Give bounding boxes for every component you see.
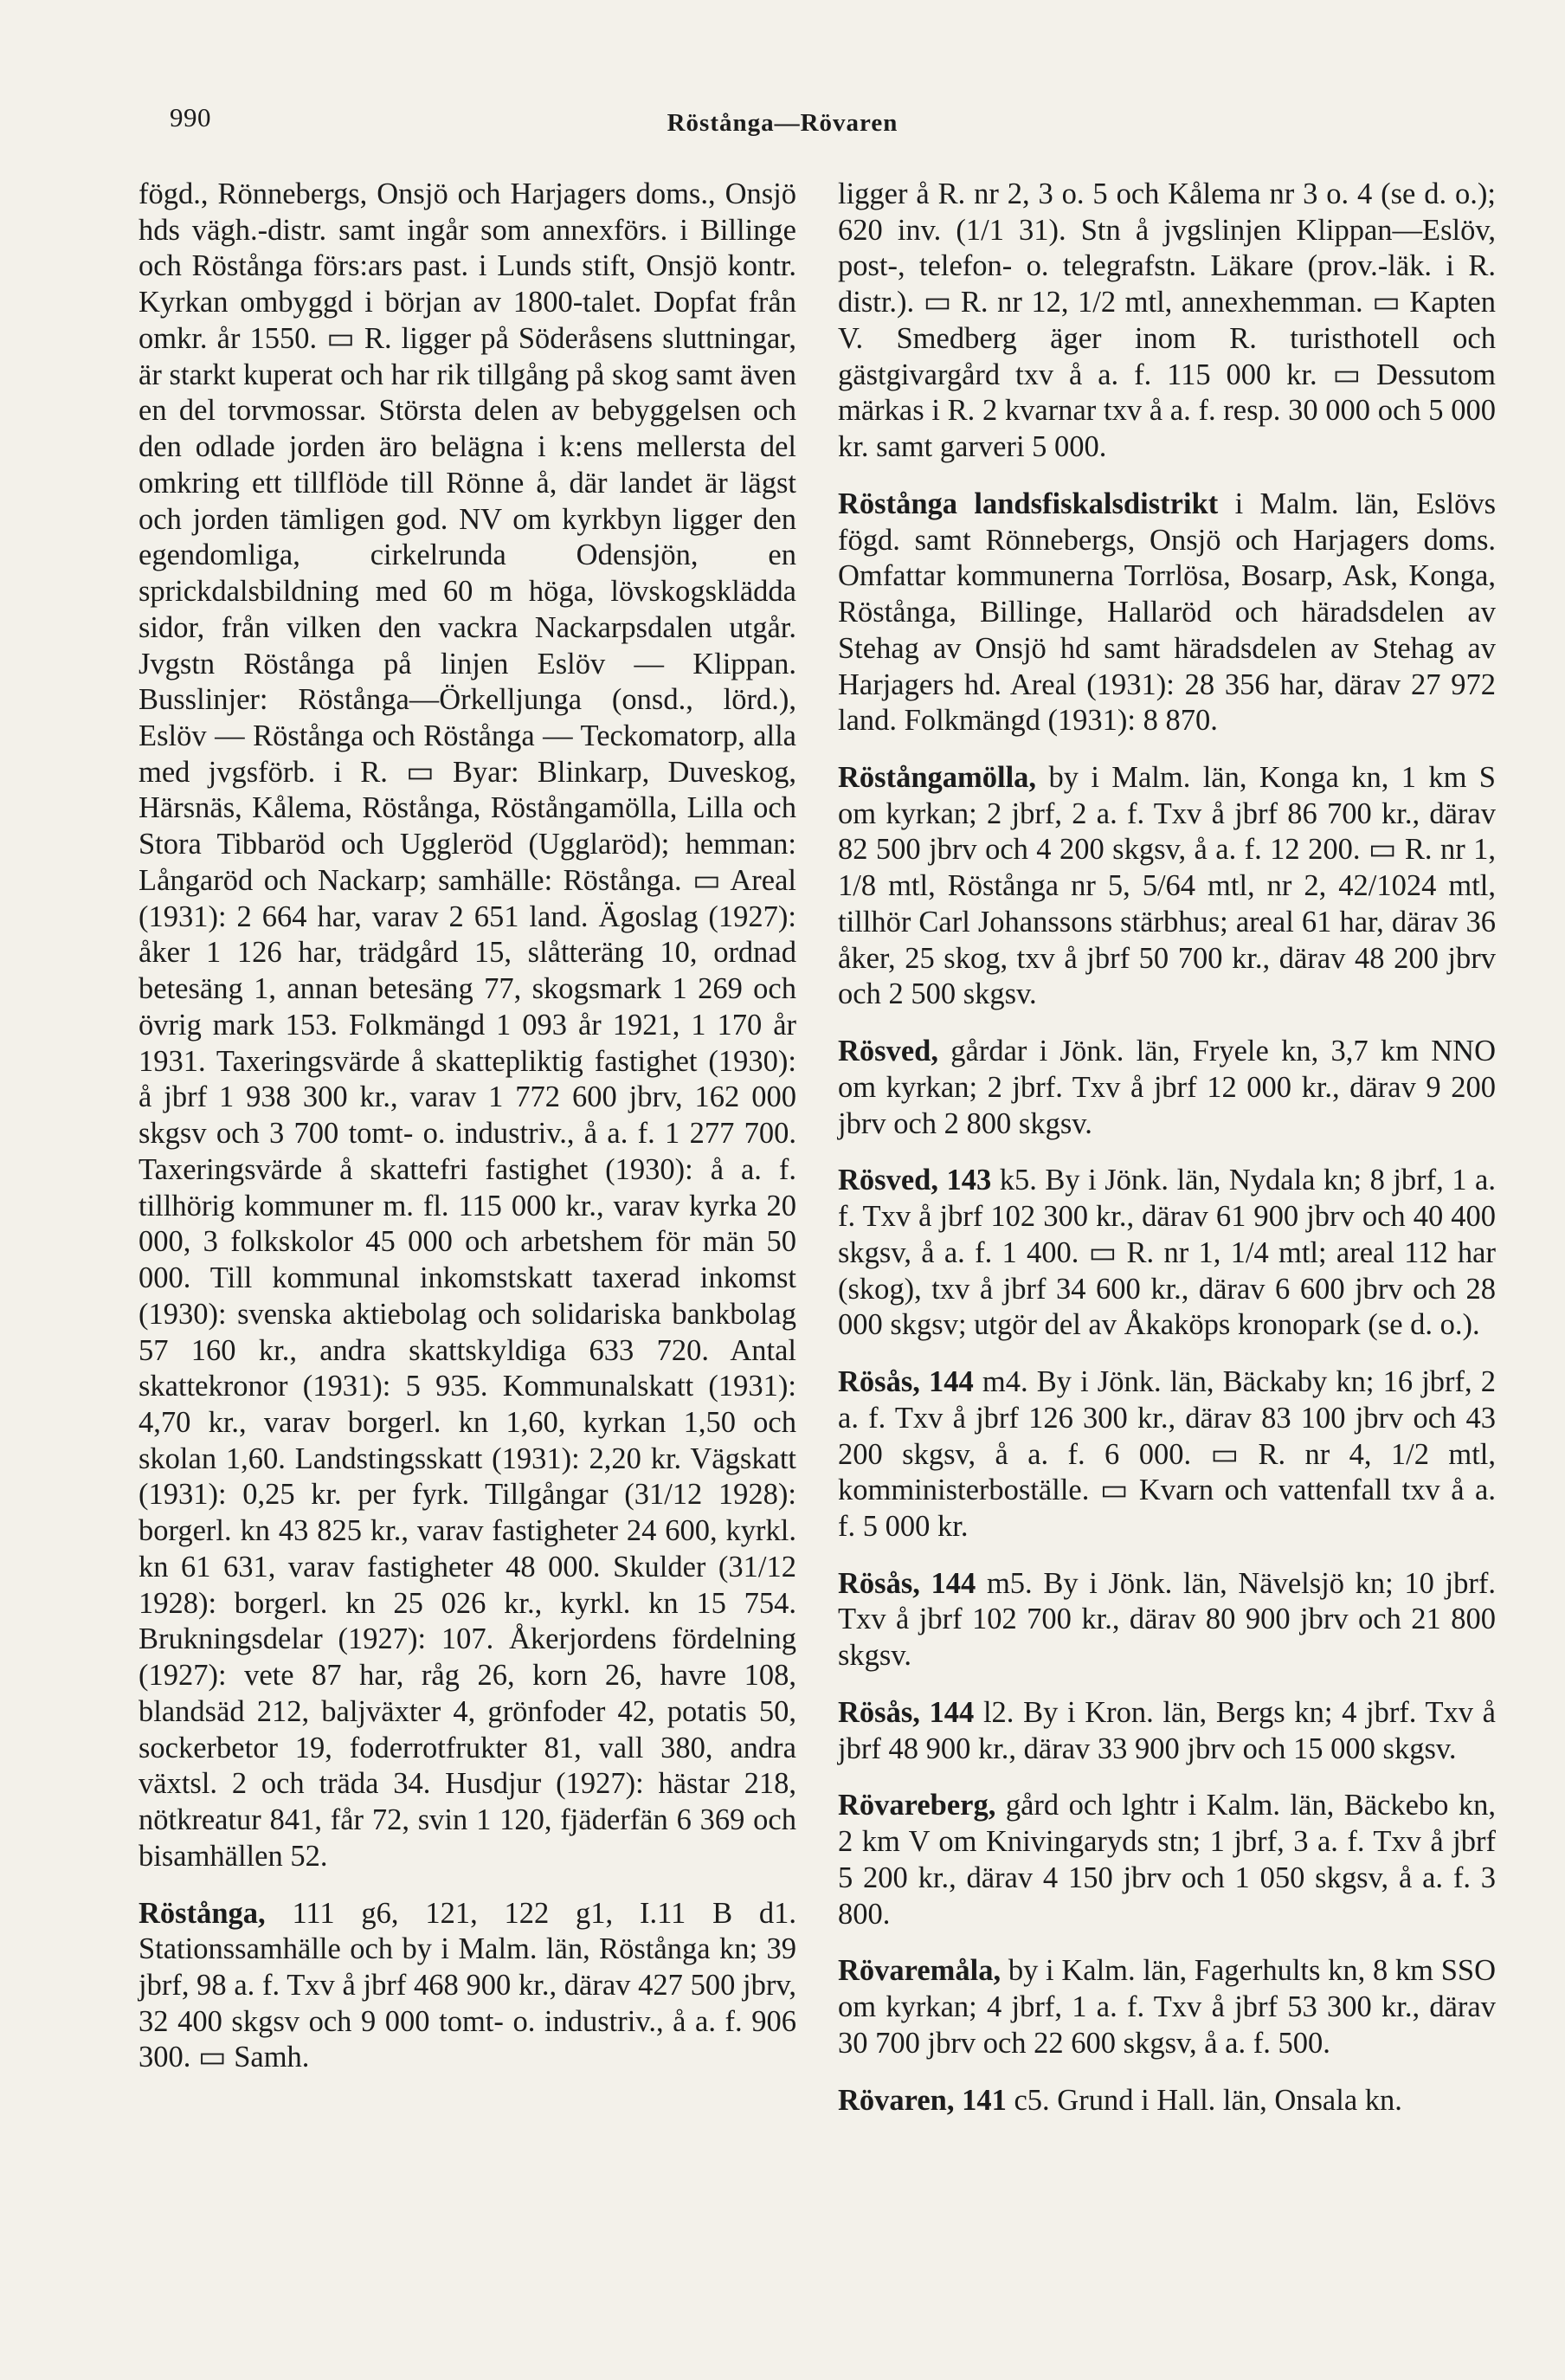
entry-title: Röstånga landsfiskalsdistrikt [838, 487, 1219, 520]
entry-text: m4. By i Jönk. län, Bäckaby kn; 16 jbrf, 2 a. f. Txv å jbrf 126 300 kr., därav 83 100 jbrv och 43 200 skgsv, å a. f. 6 000. ▭ R. nr 4, 1/2 mtl, komministerboställe. ▭ Kvarn och vattenfall txv å a. f. 5 000 kr. [838, 1365, 1497, 1543]
entry [838, 1163, 1496, 1344]
entry-title: Röstångamölla, [838, 761, 1037, 795]
entry-title: Rövareberg, [838, 1789, 996, 1822]
continuation-paragraph: fögd., Rönnebergs, Onsjö och Harjagers doms., Onsjö hds vägh.-distr. samt ingår som annexförs. i Billinge och Röstånga förs:ars past. i Lunds stift, Onsjö kontr. Kyrkan ombyggd i början av 1800-talet. Dopfat från omkr. år 1550. ▭ R. ligger på Söderåsens sluttningar, är starkt kuperat och har rik tillgång på skog samt även en del torvmossar. Största delen av bebyggelsen och den odlade jorden äro belägna i k:ens mellersta del omkring ett tillflöde till Rönne å, där landet är lägst och jorden tämligen god. NV om kyrkbyn ligger den egendomliga, cirkelrunda Odensjön, en sprickdalsbildning med 60 m höga, lövskogsklädda sidor, från vilken den vackra Nackarpsdalen utgår. Jvgstn Röstånga på linjen Eslöv — Klippan. Busslinjer: Röstånga—Örkelljunga (onsd., lörd.), Eslöv — Röstånga och Röstånga — Teckomatorp, alla med jvgsförb. i R. ▭ Byar: Blinkarp, Duveskog, Härsnäs, Kålema, Röstånga, Röstångamölla, Lilla och Stora Tibbaröd och Uggleröd (Ugglaröd); hemman: Långaröd och Nackarp; samhälle: Röstånga. ▭ Areal (1931): 2 664 har, varav 2 651 land. Ägoslag (1927): åker 1 126 har, trädgård 15, slåtteräng 10, ordnad betesäng 1, annan betesäng 77, skogsmark 1 269 och övrig mark 153. Folkmängd 1 093 år 1921, 1 170 år 1931. Taxeringsvärde å skattepliktig fastighet (1930): å jbrf 1 938 300 kr., varav 1 772 600 jbrv, 162 000 skgsv och 3 700 tomt- o. industriv., å a. f. 1 277 700. Taxeringsvärde å skattefri fastighet (1930): å a. f. tillhörig kommuner m. fl. 115 000 kr., varav kyrka 20 000, 3 folkskolor 45 000 och arbetshem för män 50 000. Till kommunal inkomstskatt taxerad inkomst (1930): svenska aktiebolag och solidariska bankbolag 57 160 kr., andra skattskyldiga 633 720. Antal skattekronor (1931): 5 935. Kommunalskatt (1931): 4,70 kr., varav borgerl. kn 1,60, kyrkan 1,50 och skolan 1,60. Landstingsskatt (1931): 2,20 kr. Vägskatt (1931): 0,25 kr. per fyrk. Tillgångar (31/12 1928): borgerl. kn 43 825 kr., varav fastigheter 24 600, kyrkl. kn 61 631, varav fastigheter 48 000. Skulder (31/12 1928): borgerl. kn 25 026 kr., kyrkl. kn 15 754. Brukningsdelar (1927): 107. Åkerjordens fördelning (1927): vete 87 har, råg 26, korn 26, havre 108, blandsäd 212, baljväxter 4, grönfoder 42, potatis 50, sockerbetor 19, foderrotfrukter 81, vall 380, andra växtsl. 2 och träda 34. Husdjur (1927): hästar 218, nötkreatur 841, får 72, svin 1 120, fjäderfän 6 369 och bisamhällen 52. [138, 177, 796, 1873]
entry-title: Rösved, 143 [838, 1164, 992, 1197]
entry-text: i Malm. län, Eslövs fögd. samt Rönnebergs, Onsjö och Harjagers doms. Omfattar kommunerna Torrlösa, Bosarp, Ask, Konga, Röstånga, Billinge, Hallaröd och häradsdelen av Stehag av Onsjö hd samt häradsdelen av Stehag av Harjagers hd. Areal (1931): 28 356 har, därav 27 972 land. Folkmängd (1931): 8 870. [838, 487, 1496, 738]
entry-text: k5. By i Jönk. län, Nydala kn; 8 jbrf, 1 a. f. Txv å jbrf 102 300 kr., därav 61 900 jbrv och 40 400 skgsv, å a. f. 1 400. ▭ R. nr 1, 1/4 mtl; areal 112 har (skog), txv å jbrf 34 600 kr., därav 6 600 jbrv och 28 000 skgsv; utgör del av Åkaköps kronopark (se d. o.). [838, 1164, 1496, 1342]
entry [838, 2083, 1496, 2119]
entry-text: m5. By i Jönk. län, Nävelsjö kn; 10 jbrf. Txv å jbrf 102 700 kr., därav 80 900 jbrv och 21 800 skgsv. [838, 1566, 1496, 1673]
entry [838, 760, 1496, 1013]
page-number: 990 [170, 102, 211, 132]
entry-title: Rösås, 144 [838, 1566, 976, 1600]
entry-title: Rövaremåla, [838, 1954, 1001, 1988]
entry [838, 487, 1496, 739]
left-column [138, 177, 796, 2076]
entry-title: Rösås, 144 [838, 1365, 974, 1399]
entry-title: Rövaren, 141 [838, 2083, 1007, 2117]
entry-title: Rösved, [838, 1035, 938, 1068]
entry-text: gårdar i Jönk. län, Fryele kn, 3,7 km NNO om kyrkan; 2 jbrf. Txv å jbrf 12 000 kr., därav 9 200 jbrv och 2 800 skgsv. [838, 1035, 1497, 1140]
entry [838, 1566, 1496, 1674]
entry-text: 111 g6, 121, 122 g1, I.11 B d1. Stationssamhälle och by i Malm. län, Röstånga kn; 39 jbrf, 98 a. f. Txv å jbrf 468 900 kr., därav 427 500 jbrv, 32 400 skgsv och 9 000 tomt- o. industriv., å a. f. 906 300. ▭ Samh. [138, 1896, 796, 2074]
entry [838, 1364, 1496, 1545]
entry [838, 1695, 1496, 1767]
entry-rostanga [138, 1896, 796, 2077]
entry-text: gård och lghtr i Kalm. län, Bäckebo kn, 2 km V om Knivingaryds stn; 1 jbrf, 3 a. f. Txv å jbrf 5 200 kr., därav 4 150 jbrv och 1 050 skgsv, å a. f. 3 800. [838, 1789, 1497, 1931]
entry-text: by i Kalm. län, Fagerhults kn, 8 km SSO om kyrkan; 4 jbrf, 1 a. f. Txv å jbrf 53 300 kr., därav 30 700 jbrv och 22 600 skgsv, å a. f. 500. [838, 1954, 1497, 2060]
continuation-paragraph: ligger å R. nr 2, 3 o. 5 och Kålema nr 3 o. 4 (se d. o.); 620 inv. (1/1 31). Stn å jvgslinjen Klippan—Eslöv, post-, telefon- o. telegrafstn. Läkare (prov.-läk. i R. distr.). ▭ R. nr 12, 1/2 mtl, annexhemman. ▭ Kapten V. Smedberg äger inom R. turisthotell och gästgivargård txv å a. f. 115 000 kr. ▭ Dessutom märkas i R. 2 kvarnar txv å a. f. resp. 30 000 och 5 000 kr. samt garveri 5 000. [838, 177, 1496, 464]
entry [838, 1034, 1496, 1142]
running-head: Röstånga—Rövaren [667, 109, 898, 137]
entry-text: by i Malm. län, Konga kn, 1 km S om kyrkan; 2 jbrf, 2 a. f. Txv å jbrf 86 700 kr., därav 82 500 jbrv och 4 200 skgsv, å a. f. 12 200. ▭ R. nr 1, 1/8 mtl, Röstånga nr 5, 5/64 mtl, nr 2, 42/1024 mtl, tillhör Carl Johanssons stärbhus; areal 61 har, därav 36 åker, 25 skog, txv å jbrf 50 700 kr., därav 48 200 jbrv och 2 500 skgsv. [838, 761, 1496, 1011]
entry-title: Röstånga, [138, 1896, 266, 1930]
entry-text: c5. Grund i Hall. län, Onsala kn. [1014, 2083, 1402, 2117]
right-column [838, 177, 1496, 2119]
entry [838, 1788, 1496, 1932]
entry-title: Rösås, 144 [838, 1695, 975, 1729]
entry-text: l2. By i Kron. län, Bergs kn; 4 jbrf. Txv å jbrf 48 900 kr., därav 33 900 jbrv och 15 000 skgsv. [838, 1695, 1496, 1765]
entry [838, 1953, 1496, 2061]
